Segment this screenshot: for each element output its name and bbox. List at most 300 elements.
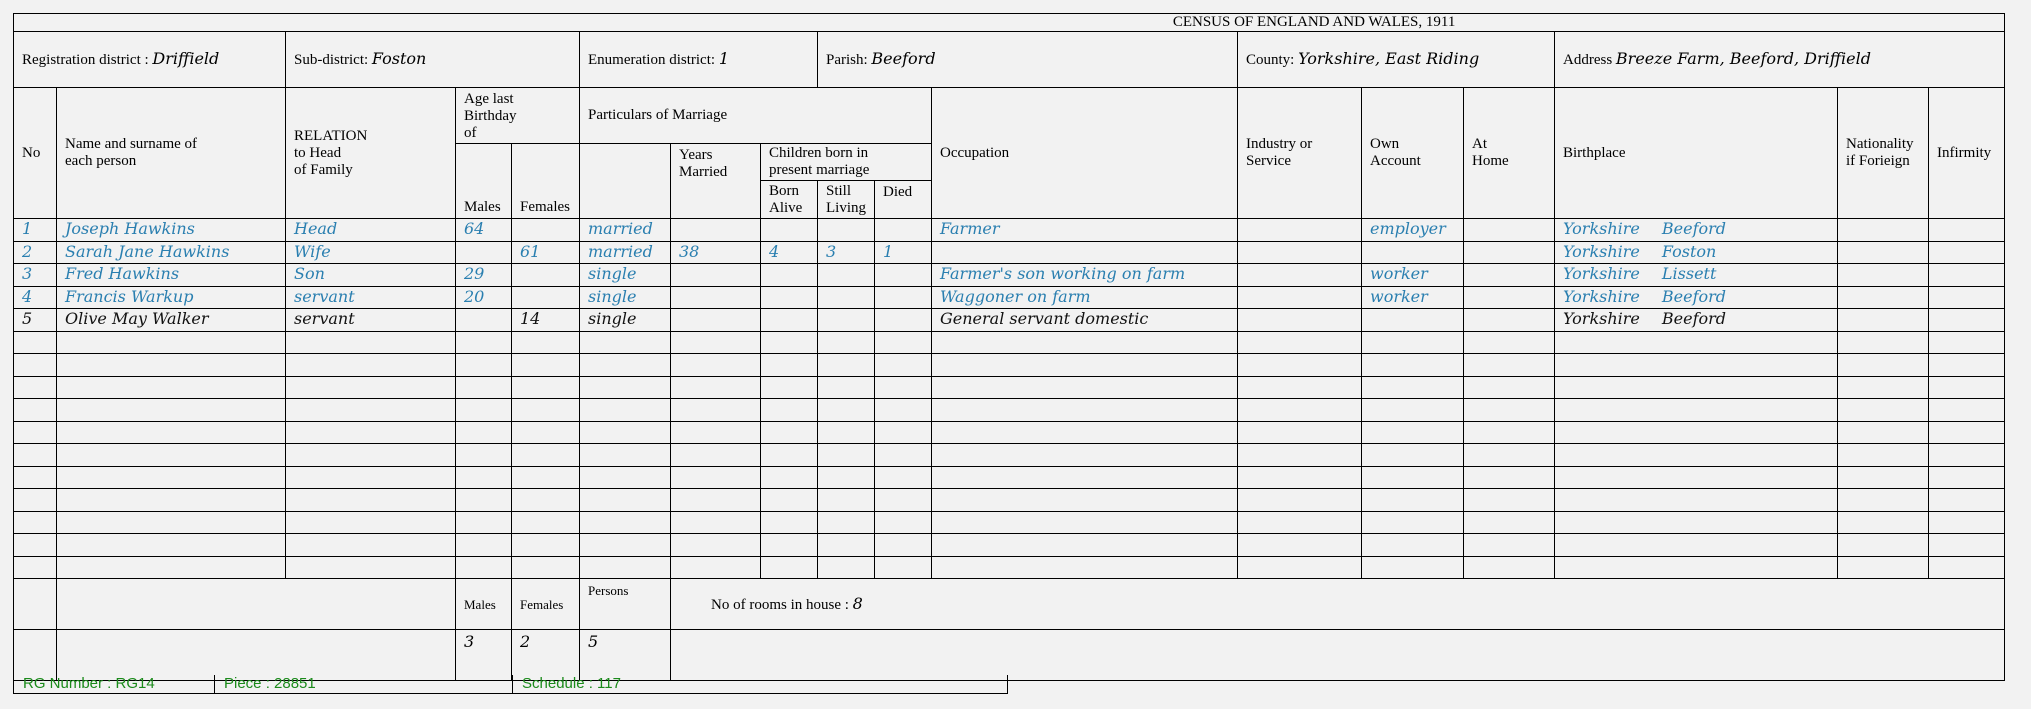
cell-name — [57, 241, 286, 264]
cell-relation — [286, 241, 456, 264]
empty-cell — [286, 421, 456, 444]
header-no-text: No — [22, 144, 41, 161]
empty-cell — [1555, 421, 1838, 444]
header-infirmity-text: Infirmity — [1937, 144, 1992, 161]
birthplace-town: Lissett — [1661, 264, 1717, 284]
empty-cell — [1238, 534, 1362, 557]
years-value: 38 — [679, 241, 700, 261]
empty-cell — [761, 376, 818, 399]
empty-cell — [286, 511, 456, 534]
empty-cell — [761, 556, 818, 579]
empty-row — [14, 466, 2005, 489]
empty-cell — [1929, 489, 2005, 512]
cell-females — [512, 286, 580, 309]
empty-cell — [1929, 354, 2005, 377]
cell-athome — [1464, 219, 1555, 242]
header-marriage-text: Particulars of Marriage — [588, 107, 728, 123]
cell-industry — [1238, 264, 1362, 287]
birthplace-county: Yorkshire — [1563, 264, 1640, 284]
empty-cell — [1464, 331, 1555, 354]
empty-cell — [761, 466, 818, 489]
header-born-line2: Alive — [769, 199, 803, 216]
born-value: 4 — [769, 241, 780, 261]
empty-cell — [1464, 556, 1555, 579]
header-children-line2: present marriage — [769, 162, 870, 178]
empty-cell — [456, 376, 512, 399]
empty-cell — [875, 466, 932, 489]
cell-name — [57, 264, 286, 287]
cell-males — [456, 241, 512, 264]
empty-cell — [286, 466, 456, 489]
cell-athome — [1464, 286, 1555, 309]
header-years-married — [671, 144, 761, 219]
empty-cell — [456, 331, 512, 354]
empty-cell — [14, 511, 57, 534]
empty-cell — [580, 444, 671, 467]
cell-occupation — [932, 286, 1238, 309]
empty-row — [14, 421, 2005, 444]
empty-cell — [671, 466, 761, 489]
header-relation-line3: of Family — [294, 161, 353, 178]
empty-cell — [875, 331, 932, 354]
empty-cell — [875, 489, 932, 512]
empty-cell — [932, 331, 1238, 354]
footer-reference — [13, 675, 1008, 694]
empty-cell — [1362, 489, 1464, 512]
cell-marriage — [580, 309, 671, 332]
empty-cell — [1464, 354, 1555, 377]
header-athome-line1: At — [1472, 136, 1487, 152]
empty-cell — [761, 354, 818, 377]
cell-athome — [1464, 241, 1555, 264]
subdistrict-label: Sub-district: — [294, 52, 369, 68]
empty-cell — [456, 444, 512, 467]
header-athome-line2: Home — [1472, 153, 1509, 169]
empty-cell — [1929, 376, 2005, 399]
header-born-line1: Born — [769, 182, 799, 199]
empty-cell — [875, 556, 932, 579]
cell-no — [14, 264, 57, 287]
empty-cell — [1555, 511, 1838, 534]
relation-value: Wife — [294, 241, 331, 261]
parish-value: Beeford — [871, 49, 936, 68]
empty-cell — [875, 534, 932, 557]
address-value: Breeze Farm, Beeford, Driffield — [1615, 49, 1871, 68]
empty-cell — [512, 466, 580, 489]
empty-cell — [512, 376, 580, 399]
empty-cell — [1838, 444, 1929, 467]
empty-cell — [14, 489, 57, 512]
empty-cell — [57, 489, 286, 512]
males-value: 20 — [464, 286, 485, 306]
registration-value: Driffield — [152, 49, 220, 68]
empty-cell — [456, 556, 512, 579]
cell-males — [456, 309, 512, 332]
empty-cell — [580, 489, 671, 512]
empty-cell — [512, 534, 580, 557]
empty-cell — [761, 331, 818, 354]
cell-industry — [1238, 219, 1362, 242]
header-own-line1: Own — [1370, 136, 1400, 152]
empty-row — [14, 556, 2005, 579]
header-nationality-line1: Nationality — [1846, 136, 1914, 152]
empty-cell — [286, 534, 456, 557]
cell-no — [14, 241, 57, 264]
empty-cell — [818, 466, 875, 489]
still-value: 3 — [826, 241, 837, 261]
empty-cell — [875, 376, 932, 399]
header-age — [456, 88, 580, 144]
name-value: Francis Warkup — [65, 286, 194, 306]
cell-nationality — [1838, 264, 1929, 287]
empty-cell — [57, 421, 286, 444]
empty-cell — [580, 421, 671, 444]
header-birthplace — [1555, 88, 1838, 219]
summary-males-label — [456, 579, 512, 630]
cell-marriage — [580, 219, 671, 242]
empty-cell — [1929, 466, 2005, 489]
empty-cell — [286, 444, 456, 467]
cell-still — [818, 286, 875, 309]
header-children — [761, 144, 932, 181]
empty-cell — [1362, 399, 1464, 422]
cell-own — [1362, 309, 1464, 332]
header-occupation — [932, 88, 1238, 219]
empty-cell — [57, 466, 286, 489]
empty-cell — [932, 444, 1238, 467]
empty-cell — [818, 534, 875, 557]
empty-cell — [671, 444, 761, 467]
relation-value: servant — [294, 309, 355, 329]
cell-birthplace — [1555, 309, 1838, 332]
empty-cell — [932, 556, 1238, 579]
relation-value: Son — [294, 264, 325, 284]
empty-cell — [1838, 556, 1929, 579]
empty-row — [14, 511, 2005, 534]
header-still-line2: Living — [826, 199, 866, 216]
empty-cell — [818, 444, 875, 467]
header-industry-line2: Service — [1246, 153, 1291, 169]
header-marriage — [580, 88, 932, 144]
relation-value: Head — [294, 219, 338, 239]
cell-occupation — [932, 241, 1238, 264]
empty-cell — [1555, 489, 1838, 512]
empty-cell — [512, 421, 580, 444]
summary-persons-value — [580, 630, 671, 681]
summary-females-label-text: Females — [520, 596, 564, 612]
empty-cell — [1238, 511, 1362, 534]
cell-occupation — [932, 309, 1238, 332]
empty-cell — [57, 511, 286, 534]
empty-row — [14, 399, 2005, 422]
empty-cell — [14, 399, 57, 422]
header-females — [512, 144, 580, 219]
header-females-text: Females — [520, 199, 570, 215]
summary-rooms-value: 8 — [852, 593, 863, 613]
occupation-value: Farmer's son working on farm — [940, 264, 1186, 284]
header-no — [14, 88, 57, 219]
cell-relation — [286, 264, 456, 287]
no-value: 3 — [22, 264, 33, 284]
cell-athome — [1464, 309, 1555, 332]
empty-cell — [761, 534, 818, 557]
died-value: 1 — [883, 241, 894, 261]
empty-cell — [1838, 466, 1929, 489]
empty-cell — [1555, 444, 1838, 467]
empty-cell — [1929, 534, 2005, 557]
empty-cell — [1555, 466, 1838, 489]
cell-still — [818, 219, 875, 242]
summary-females-value — [512, 630, 580, 681]
enumeration-value: 1 — [718, 49, 729, 68]
empty-cell — [818, 556, 875, 579]
empty-cell — [932, 466, 1238, 489]
empty-cell — [14, 556, 57, 579]
empty-cell — [1555, 331, 1838, 354]
empty-cell — [1838, 354, 1929, 377]
empty-cell — [512, 489, 580, 512]
cell-no — [14, 309, 57, 332]
cell-marriage — [580, 286, 671, 309]
empty-cell — [671, 511, 761, 534]
cell-nationality — [1838, 286, 1929, 309]
empty-cell — [512, 556, 580, 579]
empty-cell — [1238, 376, 1362, 399]
empty-cell — [875, 399, 932, 422]
header-years-line1: Years — [679, 147, 713, 163]
cell-died — [875, 309, 932, 332]
census-form — [13, 13, 2005, 681]
empty-cell — [1929, 399, 2005, 422]
empty-cell — [1238, 489, 1362, 512]
empty-cell — [1238, 331, 1362, 354]
cell-years — [671, 264, 761, 287]
empty-cell — [580, 376, 671, 399]
empty-cell — [818, 489, 875, 512]
empty-cell — [286, 399, 456, 422]
header-died-text: Died — [883, 184, 913, 200]
empty-row — [14, 331, 2005, 354]
empty-cell — [512, 399, 580, 422]
empty-cell — [1838, 511, 1929, 534]
cell-years — [671, 219, 761, 242]
empty-cell — [1838, 534, 1929, 557]
females-value: 61 — [520, 241, 541, 261]
empty-cell — [456, 399, 512, 422]
empty-cell — [1555, 376, 1838, 399]
empty-row — [14, 534, 2005, 557]
empty-cell — [1838, 421, 1929, 444]
cell-born — [761, 309, 818, 332]
empty-cell — [1238, 556, 1362, 579]
no-value: 5 — [22, 309, 33, 329]
empty-cell — [671, 489, 761, 512]
empty-cell — [580, 466, 671, 489]
footer-schedule: Schedule : 117 — [522, 675, 621, 692]
person-row — [14, 264, 2005, 287]
header-born-alive — [761, 181, 818, 219]
empty-cell — [671, 354, 761, 377]
empty-cell — [932, 511, 1238, 534]
summary-males-value-text: 3 — [464, 632, 475, 651]
cell-birthplace — [1555, 241, 1838, 264]
summary-males-value — [456, 630, 512, 681]
own-value: worker — [1370, 264, 1428, 284]
cell-died — [875, 219, 932, 242]
empty-cell — [456, 534, 512, 557]
empty-cell — [818, 511, 875, 534]
address-label: Address — [1563, 52, 1613, 68]
empty-cell — [1555, 399, 1838, 422]
form-title — [14, 14, 2005, 32]
header-marriage-status — [580, 144, 671, 219]
empty-cell — [1238, 399, 1362, 422]
empty-cell — [1362, 556, 1464, 579]
empty-cell — [1555, 534, 1838, 557]
header-males-text: Males — [464, 199, 501, 215]
cell-name — [57, 286, 286, 309]
cell-birthplace — [1555, 286, 1838, 309]
empty-cell — [875, 511, 932, 534]
empty-cell — [1555, 556, 1838, 579]
empty-cell — [1362, 331, 1464, 354]
empty-cell — [1464, 489, 1555, 512]
cell-nationality — [1838, 241, 1929, 264]
cell-born — [761, 219, 818, 242]
empty-cell — [14, 421, 57, 444]
empty-cell — [1464, 399, 1555, 422]
cell-birthplace — [1555, 219, 1838, 242]
empty-cell — [1929, 556, 2005, 579]
empty-cell — [1362, 421, 1464, 444]
marriage-value: single — [588, 309, 637, 329]
cell-relation — [286, 286, 456, 309]
no-value: 4 — [22, 286, 33, 306]
empty-cell — [818, 354, 875, 377]
header-industry — [1238, 88, 1362, 219]
empty-cell — [1838, 331, 1929, 354]
empty-cell — [14, 534, 57, 557]
cell-relation — [286, 219, 456, 242]
registration-label: Registration district : — [22, 52, 149, 68]
empty-cell — [818, 399, 875, 422]
empty-cell — [456, 421, 512, 444]
empty-cell — [932, 534, 1238, 557]
county-label: County: — [1246, 52, 1295, 68]
summary-blank-no — [14, 579, 57, 630]
footer-rg-number: RG Number : RG14 — [14, 675, 215, 693]
empty-cell — [1555, 354, 1838, 377]
form-title-text: CENSUS OF ENGLAND AND WALES, 1911 — [1172, 14, 1456, 30]
summary-blank-name — [57, 579, 456, 630]
registration-district — [14, 32, 286, 88]
empty-cell — [580, 354, 671, 377]
empty-cell — [761, 489, 818, 512]
empty-cell — [1929, 511, 2005, 534]
empty-cell — [1464, 444, 1555, 467]
header-relation-line1: RELATION — [294, 127, 368, 144]
cell-years — [671, 286, 761, 309]
enumeration-district — [580, 32, 818, 88]
empty-cell — [1838, 399, 1929, 422]
marriage-value: married — [588, 241, 653, 261]
occupation-value: General servant domestic — [940, 309, 1149, 329]
empty-cell — [14, 331, 57, 354]
cell-still — [818, 264, 875, 287]
header-children-line1: Children born in — [769, 145, 869, 161]
relation-value: servant — [294, 286, 355, 306]
empty-cell — [14, 376, 57, 399]
cell-nationality — [1838, 219, 1929, 242]
header-birthplace-text: Birthplace — [1563, 144, 1626, 161]
empty-cell — [456, 354, 512, 377]
header-age-line3: of — [464, 125, 477, 141]
birthplace-county: Yorkshire — [1563, 219, 1640, 239]
summary-persons-label-text: Persons — [588, 583, 629, 598]
cell-marriage — [580, 241, 671, 264]
empty-cell — [512, 444, 580, 467]
cell-still — [818, 241, 875, 264]
header-at-home — [1464, 88, 1555, 219]
summary-males-label-text: Males — [464, 596, 496, 612]
empty-cell — [818, 421, 875, 444]
summary-persons-value-text: 5 — [588, 632, 599, 651]
cell-own — [1362, 241, 1464, 264]
empty-cell — [875, 421, 932, 444]
cell-industry — [1238, 309, 1362, 332]
cell-industry — [1238, 286, 1362, 309]
no-value: 2 — [22, 241, 33, 261]
cell-born — [761, 264, 818, 287]
empty-cell — [671, 556, 761, 579]
header-name-line1: Name and surname of — [65, 136, 198, 152]
empty-cell — [761, 399, 818, 422]
cell-no — [14, 219, 57, 242]
empty-cell — [1464, 421, 1555, 444]
cell-females — [512, 264, 580, 287]
summary-blank-no-2 — [14, 630, 57, 681]
person-row — [14, 241, 2005, 264]
enumeration-label: Enumeration district: — [588, 52, 716, 68]
header-relation — [286, 88, 456, 219]
empty-cell — [512, 354, 580, 377]
empty-cell — [57, 556, 286, 579]
cell-name — [57, 219, 286, 242]
summary-females-label — [512, 579, 580, 630]
empty-cell — [671, 331, 761, 354]
empty-cell — [14, 444, 57, 467]
header-name — [57, 88, 286, 219]
empty-cell — [14, 354, 57, 377]
empty-cell — [818, 376, 875, 399]
males-value: 64 — [464, 219, 485, 239]
empty-cell — [671, 421, 761, 444]
birthplace-town: Beeford — [1661, 309, 1727, 329]
header-males — [456, 144, 512, 219]
cell-own — [1362, 264, 1464, 287]
header-nationality — [1838, 88, 1929, 219]
cell-females — [512, 219, 580, 242]
empty-cell — [57, 399, 286, 422]
person-row — [14, 219, 2005, 242]
cell-years — [671, 241, 761, 264]
cell-athome — [1464, 264, 1555, 287]
header-age-line2: Birthday — [464, 108, 517, 124]
subdistrict-value: Foston — [371, 49, 427, 68]
empty-cell — [761, 444, 818, 467]
females-value: 14 — [520, 309, 541, 329]
empty-cell — [1238, 421, 1362, 444]
